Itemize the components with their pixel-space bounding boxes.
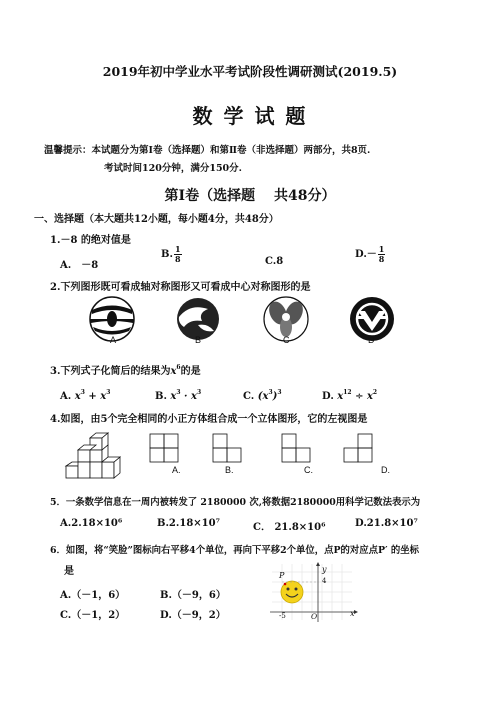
q3-option-c [243,389,282,402]
q6-option-d: D.（－9，2） [160,610,226,621]
q6-label-tick-y: 4 [322,577,327,585]
q3-option-a [60,389,110,402]
fraction-numerator: 1 [378,244,385,254]
q3-b-exp2: 3 [196,389,202,396]
q3-d-prefix: D. [322,391,334,402]
notice-line-2: 考试时间120分钟，满分150分. [104,163,242,174]
q6-label-p: P [279,571,285,580]
q6-label-origin: O [311,612,318,621]
fraction-numerator: 1 [174,244,181,254]
q3-d-expr: x [337,391,344,402]
q1-option-d-fraction [378,245,386,264]
q3-a-exp1: 3 [80,389,85,396]
q3-c-prefix: C. [243,391,255,402]
q4-label-d: D. [381,465,390,475]
q3-stem-suffix: 的是 [180,366,201,377]
q2-label-c: C [283,335,290,345]
q6-stem: 6．如图，将“笑脸”图标向右平移4个单位，再向下平移2个单位，点P的对应点P′ 的坐标 [50,545,419,556]
q2-figures [80,295,440,345]
q3-a-prefix: A. [60,391,72,402]
q6-option-a: A.（－1，6） [60,590,126,601]
q6-option-c: C.（－1，2） [60,610,126,621]
q3-stem-prefix: 3.下列式子化简后的结果为 [50,366,171,377]
q3-stem-var: x [170,366,177,377]
q4-view-c [282,434,310,462]
q4-label-b: B. [225,465,234,475]
q4-view-d [344,434,372,462]
fraction-denominator: 8 [378,254,385,264]
q3-b-exp1: 3 [176,389,181,396]
q3-stem-exp: 6 [176,364,181,371]
q4-stem: 4.如图，由5个完全相同的小正方体组合成一个立体图形，它的左视图是 [50,414,368,425]
q5-option-c: C． 21.8×10⁶ [253,522,326,533]
q1-option-b-fraction [174,245,182,264]
q2-figure-b [177,298,219,340]
q3-c-mid: ) [272,391,278,402]
q1-stem: 1.－8 的绝对值是 [50,235,131,246]
q2-label-a: A [110,335,117,345]
q5-stem: 5．一条数学信息在一周内被转发了 2180000 次,将数据2180000用科学记数法表示为 [50,497,421,508]
q4-view-a [150,434,178,462]
notice-line-1: 温馨提示：本试题分为第Ⅰ卷（选择题）和第Ⅱ卷（非选择题）两部分，共8页. [44,145,371,156]
q3-b-expr: x [170,391,177,402]
part1-title: 第Ⅰ卷（选择题 共48分） [164,188,336,204]
q2-label-d: D [368,335,375,345]
q3-c-exp1: 3 [268,389,273,396]
q6-label-tick-x: -5 [279,612,286,620]
q6-point-p [284,583,287,586]
q3-a-expr: x [74,391,81,402]
q3-option-d [322,389,377,402]
q1-option-a: A. －8 [60,260,99,271]
q4-label-c: C. [304,465,313,475]
q3-c-expr: (x [257,391,269,402]
q3-d-mid: ÷ x [351,391,373,402]
q3-d-exp2: 2 [372,389,378,396]
q1-option-c: C.8 [265,256,284,267]
q4-label-a: A. [172,465,181,475]
q5-option-a: A.2.18×10⁶ [60,518,123,529]
q3-b-prefix: B. [155,391,167,402]
q5-option-d: D.21.8×10⁷ [355,518,418,529]
fraction-denominator: 8 [174,254,181,264]
q6-option-b: B.（－9，6） [160,590,226,601]
q1-option-d-prefix: D.－ [355,249,377,260]
q3-stem [50,362,201,377]
q1-option-b [161,245,182,264]
q4-cube-figure [66,433,120,478]
q1-option-d [355,245,385,264]
q4-view-b [213,434,241,462]
section-title: 一、选择题（本大题共12小题，每小题4分，共48分） [34,214,279,225]
q3-d-exp1: 12 [343,389,352,396]
q2-stem: 2.下列图形既可看成轴对称图形又可看成中心对称图形的是 [50,282,311,293]
q3-option-b [155,389,201,402]
q3-b-mid: · x [180,391,197,402]
q6-label-x: x [350,609,355,618]
q6-label-y: y [322,565,327,574]
subject-title: 数 学 试 题 [192,104,308,128]
q3-c-exp2: 3 [277,389,282,396]
q5-option-b: B.2.18×10⁷ [157,518,220,529]
exam-title: 2019年初中学业水平考试阶段性调研测试(2019.5) [102,64,398,79]
q3-a-exp2: 3 [106,389,111,396]
q6-stem-2: 是 [64,566,74,577]
q4-figures [68,432,428,480]
q2-label-b: B [195,335,202,345]
q1-option-b-prefix: B. [161,249,173,260]
q3-a-mid: + x [84,391,107,402]
